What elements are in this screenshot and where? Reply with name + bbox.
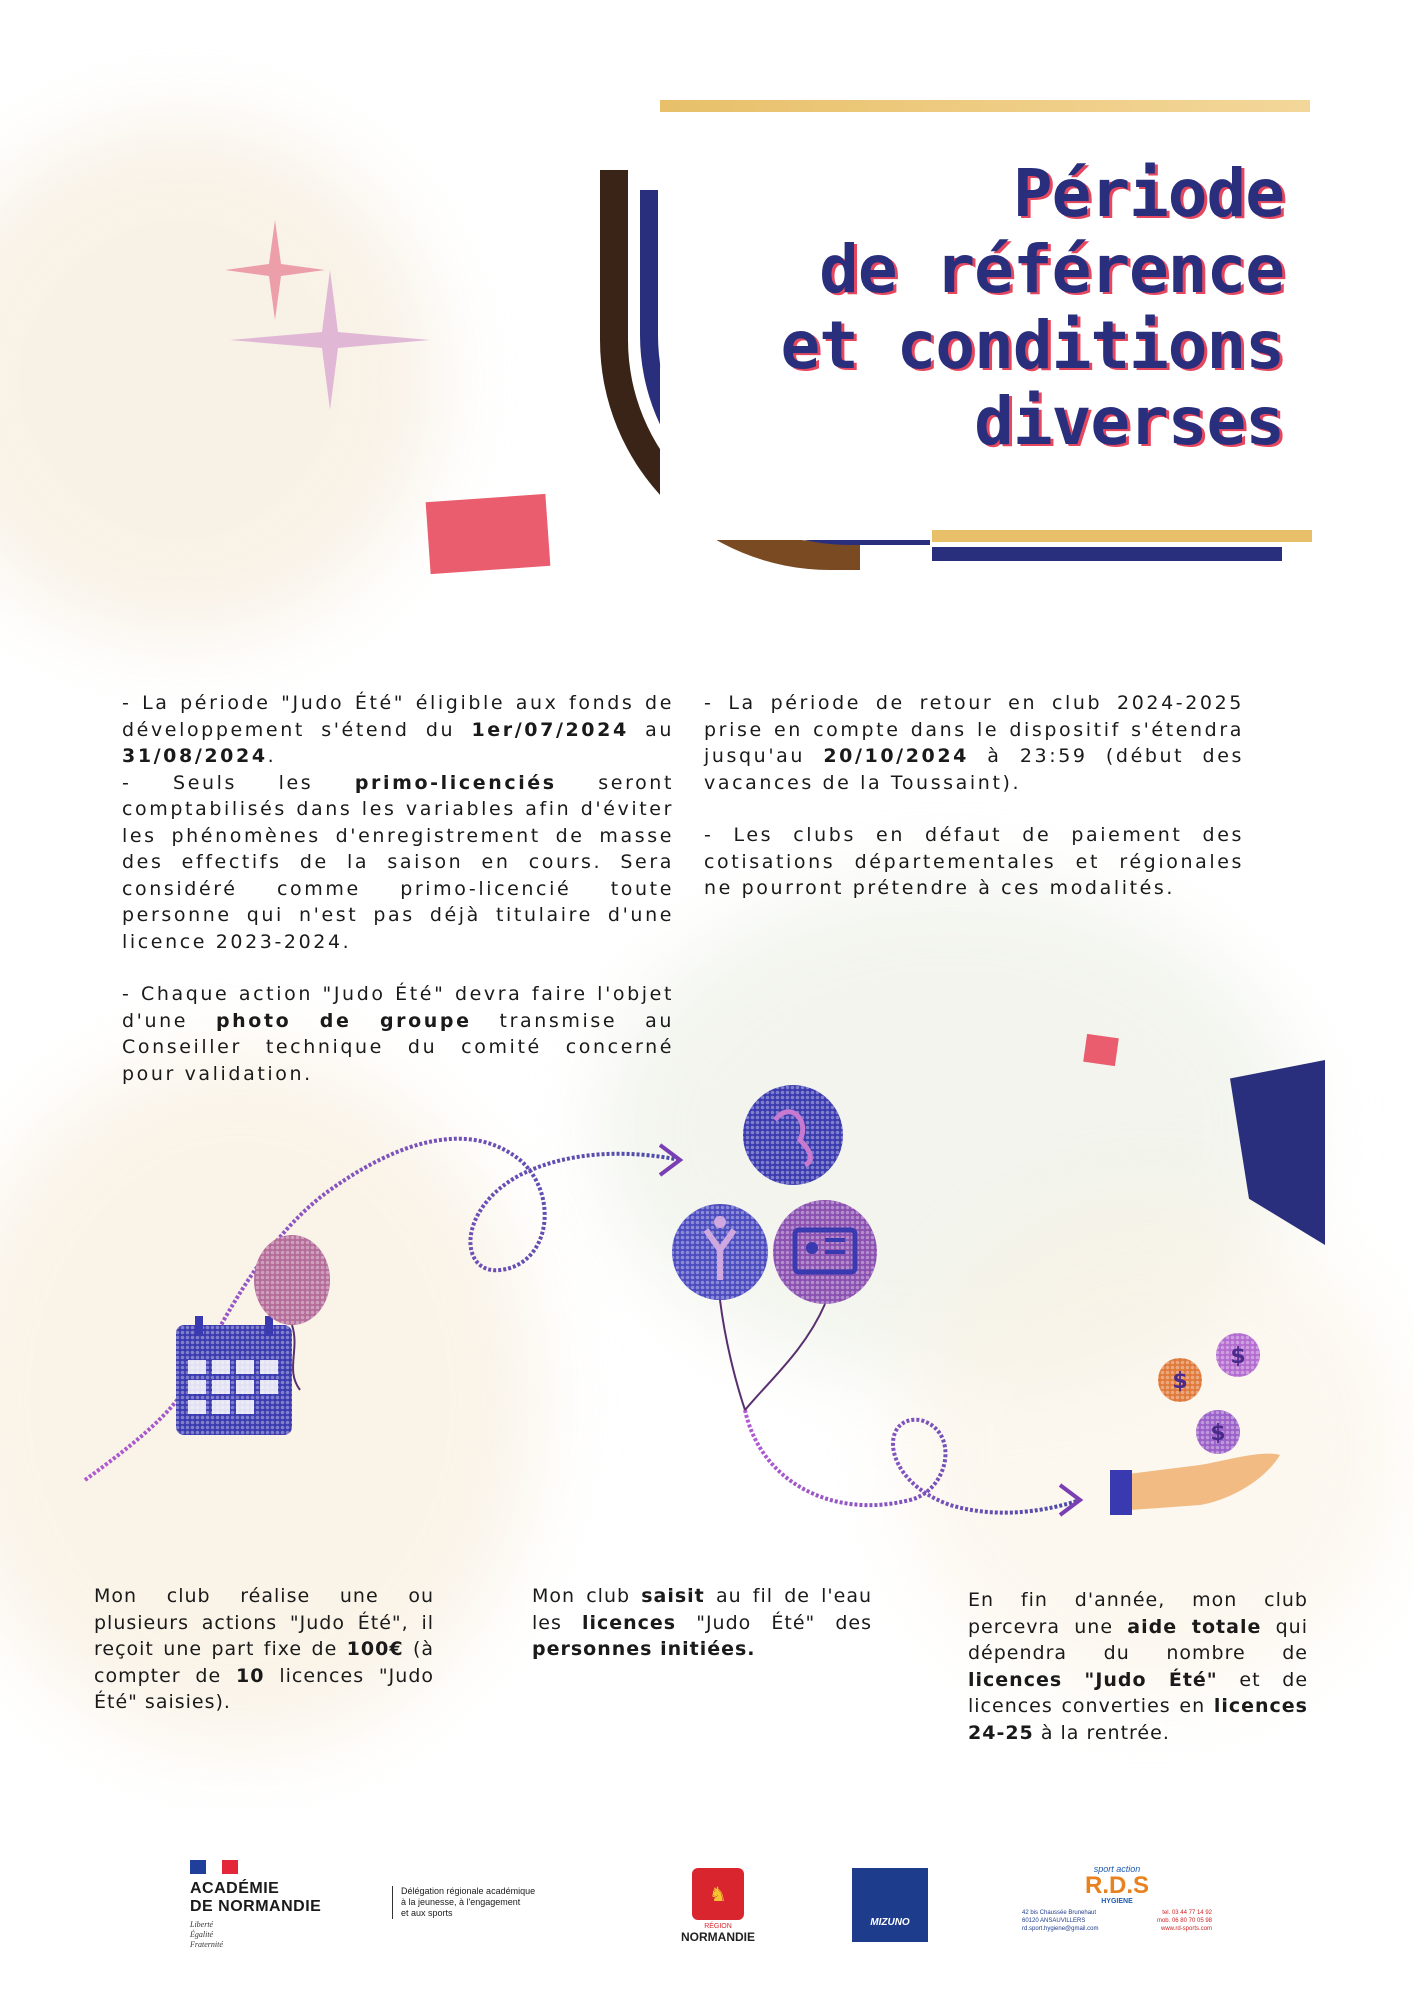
paragraph-period: - La période "Judo Été" éligible aux fonds de développement s'étend du 1er/07/2024 au 31/08/2024.: [122, 692, 674, 767]
paragraph-photo: - Chaque action "Judo Été" devra faire l'objet d'une photo de groupe transmise au Conseiller technique du comité concerné pour validation.: [122, 983, 674, 1085]
paragraph-return: - La période de retour en club 2024-2025 prise en compte dans le dispositif s'étendra jusqu'au 20/10/2024 à 23:59 (début des vacances de la Toussaint).: [704, 692, 1244, 794]
right-column: [704, 690, 1244, 902]
flow-arrow: [745, 1410, 1080, 1513]
paragraph-payment: - Les clubs en défaut de paiement des cotisations départementales et régionales ne pourront prétendre à ces modalités.: [704, 824, 1244, 899]
decorative-bar: [932, 547, 1282, 561]
footer: [0, 1808, 1414, 2000]
rds-hygiene-logo: sport action R.D.S HYGIENE 42 bis Chaussée Brunehaut 60120 ANSAUVILLERS rd.sport.hygiene@gmail.com tel. 03 44 77 14 92 mob. 06 80 70 05 98 www.rd-sports.com: [1022, 1864, 1212, 1932]
step-1-text: Mon club réalise une ou plusieurs actions "Judo Été", il reçoit une part fixe de 100€ (à compter de 10 licences "Judo Été" saisies).: [94, 1585, 435, 1713]
balloon-icon: [773, 1200, 877, 1304]
decorative-square: [426, 494, 551, 574]
decorative-bar: [660, 100, 1310, 112]
hand-icon: [1110, 1454, 1280, 1515]
page-title: Période de référence et conditions diverses: [780, 155, 1284, 460]
mizuno-logo: MIZUNO: [852, 1868, 928, 1942]
paragraph-primo: - Seuls les primo-licenciés seront comptabilisés dans les variables afin d'éviter les phénomènes d'enregistrement de masse des effectifs de la saison en cours. Sera considéré comme primo-licencié toute personne qui n'est pas déjà titulaire d'une licence 2023-2024.: [122, 771, 674, 953]
arrow-head: [660, 1145, 680, 1175]
step-3-text: En fin d'année, mon club percevra une aide totale qui dépendra du nombre de licences "Judo Été" et de licences converties en licences 24-25 à la rentrée.: [968, 1589, 1309, 1744]
decorative-bar: [932, 530, 1312, 542]
flow-arrow: [85, 1139, 680, 1480]
decorative-square: [1083, 1034, 1119, 1066]
academie-logo: ACADÉMIE DE NORMANDIE Liberté Égalité Fraternité: [190, 1860, 370, 1950]
devise: Liberté Égalité Fraternité: [190, 1920, 223, 1949]
coin-icon: [1196, 1410, 1240, 1454]
arrow-head: [1060, 1485, 1080, 1515]
step-2-text: Mon club saisit au fil de l'eau les licences "Judo Été" des personnes initiées.: [532, 1585, 872, 1660]
region-normandie-logo: ♞ RÉGION NORMANDIE: [668, 1868, 768, 1944]
flag-icon: [190, 1860, 238, 1874]
process-illustration: [0, 1080, 1414, 1540]
balloon-icon: [672, 1204, 768, 1300]
svg-text:$: $: [1210, 1421, 1226, 1446]
title-card: [600, 100, 1320, 570]
svg-text:$: $: [1230, 1344, 1246, 1369]
balloon-icon: [743, 1085, 843, 1185]
delegation-label: Délégation régionale académique à la jeunesse, à l'engagement et aux sports: [392, 1886, 535, 1919]
left-column: [122, 690, 674, 1087]
normandy-flag-icon: ♞: [692, 1868, 744, 1920]
sparkle-icon: [230, 270, 430, 410]
coin-icon: [1216, 1333, 1260, 1377]
svg-text:$: $: [1172, 1369, 1188, 1394]
coin-icon: [1158, 1358, 1202, 1402]
calendar-icon: [176, 1316, 292, 1435]
